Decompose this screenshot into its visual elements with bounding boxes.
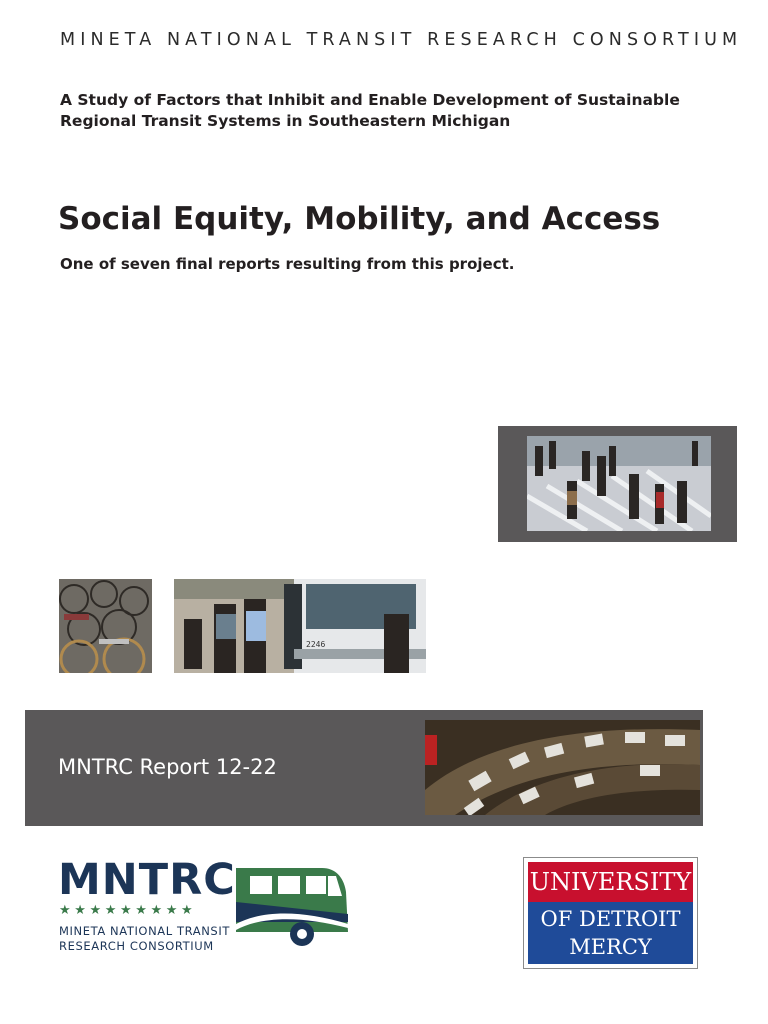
udm-logo-line-2: OF DETROIT — [540, 907, 681, 931]
study-title — [60, 90, 700, 132]
highway-traffic-photo — [425, 720, 700, 815]
mntrc-logo-stars: ★★★★★★★★★ — [59, 903, 197, 918]
mntrc-logo-subtitle-line-1: MINETA NATIONAL TRANSIT — [59, 924, 230, 938]
report-subtitle: One of seven final reports resulting from this project. — [60, 255, 515, 273]
report-number-label: MNTRC Report 12-22 — [58, 755, 277, 779]
bicycles-photo — [59, 579, 152, 673]
mntrc-logo-text: MNTRC — [58, 855, 236, 905]
udm-logo-university: UNIVERSITY — [528, 862, 693, 902]
mntrc-bus-icon — [232, 862, 350, 952]
bus-number: 2246 — [306, 640, 326, 649]
mntrc-logo-subtitle — [59, 924, 230, 954]
mntrc-logo-subtitle-line-2: RESEARCH CONSORTIUM — [59, 939, 214, 953]
consortium-header: MINETA NATIONAL TRANSIT RESEARCH CONSORTIUM — [60, 30, 743, 50]
report-title: Social Equity, Mobility, and Access — [58, 201, 661, 237]
study-title-line-1: A Study of Factors that Inhibit and Enable Development of Sustainable — [60, 91, 680, 109]
udm-logo-detroit-mercy — [528, 902, 693, 964]
bus-boarding-photo — [174, 579, 426, 673]
pedestrians-photo — [527, 436, 711, 531]
udm-logo-line-3: MERCY — [569, 935, 652, 959]
study-title-line-2: Regional Transit Systems in Southeastern Michigan — [60, 112, 511, 130]
udm-logo — [523, 857, 698, 969]
